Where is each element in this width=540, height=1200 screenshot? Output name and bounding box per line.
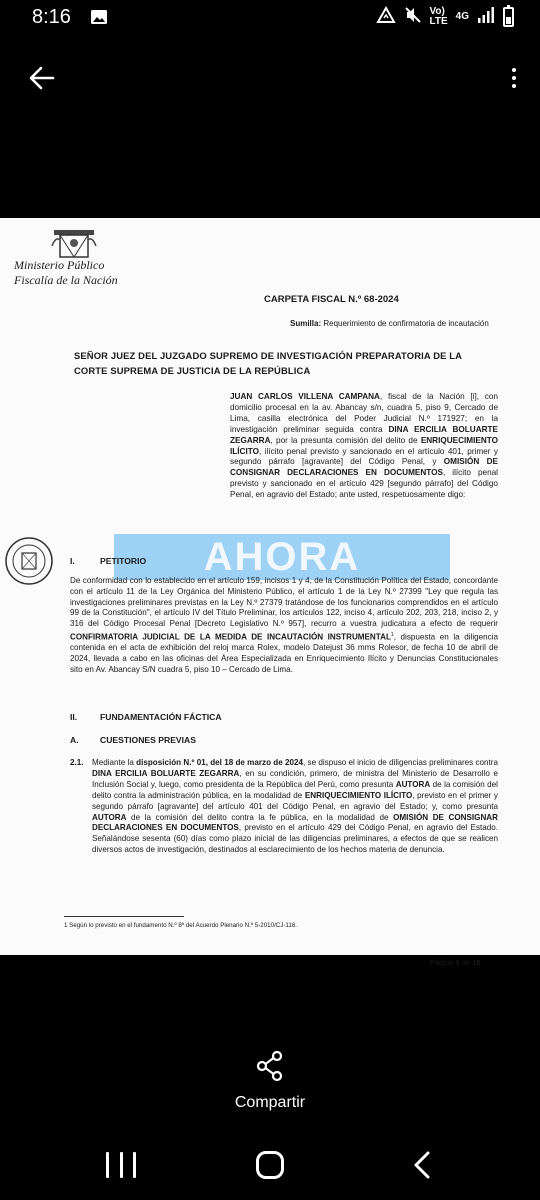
recents-button[interactable] [106,1152,136,1178]
p21-part2: , se dispuso el inicio de diligencias preliminares contra [303,758,498,767]
more-options-button[interactable] [502,60,526,96]
intro-paragraph [230,392,498,501]
section-a-heading [70,735,196,745]
home-button[interactable] [256,1151,284,1179]
mute-icon [404,6,422,27]
network-bottom: LTE [429,15,448,27]
p21-part6: de la comisión del delito contra la fe pública, en la modalidad de [126,812,394,822]
page-number [430,958,480,967]
back-icon[interactable] [410,1150,434,1180]
p21-part3: , en su condición, primero, de ministra del Ministerio de Desarrollo e Inclusión Social y, luego, como presidenta de la República del Perú, como presunta [92,768,498,789]
intro-accused: DINA ERCILIA BOLUARTE ZEGARRA [230,424,498,445]
petitorio-paragraph [70,576,498,676]
data-sync-icon [376,6,396,27]
p21-bold5: AUTORA [92,812,127,822]
paragraph-2-1 [92,758,498,856]
section-2-title: FUNDAMENTACIÓN FÁCTICA [100,712,222,722]
image-icon [90,9,108,30]
ministry-line2: Fiscalía de la Nación [14,273,118,287]
signal-icon [477,6,495,27]
status-icons [376,6,515,27]
addressee: SEÑOR JUEZ DEL JUZGADO SUPREMO DE INVESTIGACIÓN PREPARATORIA DE LA CORTE SUPREMA DE JUSTICIA DE LA REPÚBLICA [74,350,462,376]
coat-of-arms-icon [52,226,96,262]
page-total: 18 [472,958,481,967]
intro-name: JUAN CARLOS VILLENA CAMPANA [230,392,380,401]
petitorio-bold: CONFIRMATORIA JUDICIAL DE LA MEDIDA DE INCAUTACIÓN INSTRUMENTAL [70,632,391,642]
p21-part4: de la comisión del delito contra la administración pública, en la modalidad de [92,779,498,800]
footnote: 1 Según lo previsto en el fundamento N.º 8º del Acuerdo Plenario N.º 5-2010/CJ-116. [64,922,297,929]
navigation-bar [0,1140,540,1200]
section-1-title: PETITORIO [100,556,147,566]
p21-bold1: disposición N.º 01, del 18 de marzo de 2024 [136,758,304,767]
intro-part3: , ilícito penal previsto y sancionado en el artículo 401, primer y segundo párrafo [agravante] del Código Penal, y [230,446,498,467]
share-button[interactable] [200,1050,340,1120]
signal-type-label: 4G [455,10,469,22]
status-time: 8:16 [32,6,71,28]
section-2-heading [70,712,222,722]
network-label [430,7,448,27]
watermark-text: AHORA [203,534,361,579]
p21-bold2: DINA ERCILIA BOLUARTE ZEGARRA [92,768,240,778]
p21-bold3: AUTORA [395,779,431,789]
network-top: Vo) [429,5,445,17]
sumilla [290,319,489,328]
document-image[interactable] [0,218,540,967]
petitorio-footnote-ref: 1 [390,631,394,638]
recents-icon [106,1152,109,1178]
intro-crime1: ENRIQUECIMIENTO ILÍCITO [230,435,498,456]
watermark-banner [114,534,450,580]
intro-part4: , ilícito penal previsto y sancionado en el artículo 429 [segundo párrafo] del Código Penal, en agravio del Estado; ante usted, respetuosamente digo: [230,468,499,500]
section-a-title: CUESTIONES PREVIAS [100,735,196,745]
paragraph-2-1-number: 2.1. [70,758,84,767]
p21-part1: Mediante la [92,758,137,767]
p21-part5: , previsto en el primer y segundo párrafo [agravante] del artículo 401 del Código Penal, en agravio del Estado; y, como presunta [92,790,498,811]
page-prefix: Página [430,958,456,967]
footnote-divider [64,916,184,917]
section-1-number: I. [70,556,75,566]
battery-fill [506,17,511,24]
p21-bold6: OMISIÓN DE CONSIGNAR DECLARACIONES EN DOCUMENTOS [92,812,498,833]
back-button[interactable] [22,60,62,96]
intro-part1: , fiscal de la Nación [i], con domicilio procesal en la av. Abancay s/n, cuadra 5, piso 9, Cercado de Lima, casilla electrónica del Poder Judicial N.º 171927; en la investigación preliminar seguida contra [230,392,498,434]
recents-icon-bar [133,1152,136,1178]
section-2-number: II. [70,712,78,722]
ministry-header [14,258,118,288]
intro-crime2: OMISIÓN DE CONSIGNAR DECLARACIONES EN DOCUMENTOS [230,457,498,478]
petitorio-part1: De conformidad con lo establecido en el artículo 159, incisos 1 y 4, de la Constitución Política del Estado, concordante con el artículo 11 de la Ley Orgánica del Ministerio Público, el artículo 1 de la Ley N.º 27399 "Ley que regula las investigaciones preliminares previstas en la Ley N.º 27379 tratándose de los funcionarios comprendidos en el artículo 99 de la Constitución", el artículo IV del Título Preliminar, los artículos 122, inciso 4, artículo 202, 203, 218, inciso 2, y 316 del Código Procesal Penal [Decreto Legislativo N.º 957], recurro a vuestra judicatura a efecto de requerir [70,576,498,629]
section-a-number: A. [70,735,79,745]
arrow-left-icon [29,66,55,90]
official-seal-icon [4,536,54,586]
sumilla-label: Sumilla: [290,319,322,328]
signal-type [456,12,469,22]
sumilla-text: Requerimiento de confirmatoria de incautación [323,319,489,328]
page-current: 1 [455,958,460,967]
share-label: Compartir [234,1094,306,1111]
p21-part7: , previsto en el artículo 429 del Código Penal, en agravio del Estado. Señalándose sesenta (60) días como plazo inicial de las diligencias preliminares, a efectos de que se realicen diversos actos de investigación, destinados al esclarecimiento de los hechos materia de denuncia. [92,823,498,855]
recents-icon-bar [120,1152,123,1178]
battery-icon [503,7,514,27]
more-vert-icon-dot [512,76,516,80]
more-vert-icon [512,68,516,72]
share-icon [255,1050,285,1082]
p21-bold4: ENRIQUECIMIENTO ILÍCITO [304,790,413,800]
page-mid: de [459,958,473,967]
more-vert-icon-dot [512,84,516,88]
intro-part2: , por la presunta comisión del delito de [270,435,421,445]
carpeta-fiscal: CARPETA FISCAL N.º 68-2024 [264,294,399,305]
status-bar [0,0,540,36]
petitorio-part2: , dispuesta en la diligencia contenida en el acta de exhibición del reloj marca Rolex, modelo Datejust 36 mms Rolesor, de fecha 10 de abril de 2024, llevada a cabo en las oficinas del Área Especializada en Enriquecimiento Ilícito y Denuncias Constitucionales sito en Av. Abancay S/N cuadra 5, piso 10 – Cercado de Lima. [70,632,498,675]
app-bar [0,50,540,106]
ministry-line1: Ministerio Público [14,258,105,272]
